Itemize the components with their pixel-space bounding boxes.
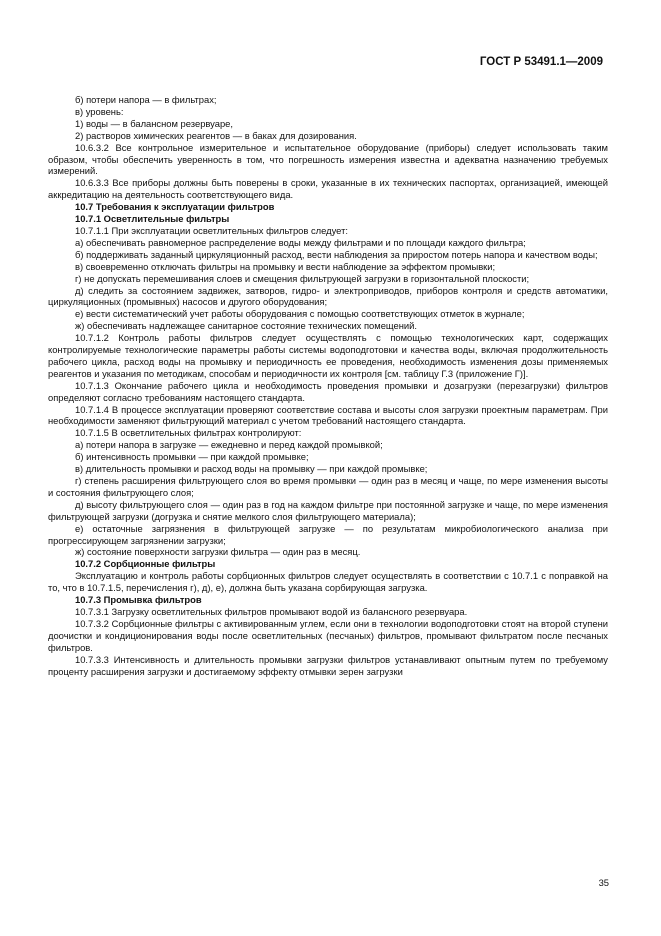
list-item: 1) воды — в балансном резервуаре, [75,117,234,129]
paragraph-10-7-1-2: 10.7.1.2 Контроль работы фильтров следует осуществлять с помощью технологических карт, содержащих контролируемые технологические параметры работы системы водоподготовки и качества воды, включая продолжительность рабочего цикла, расход воды на промывку и периодичность ее проведения, необходимость изменения дозы применяемых реагентов и указания по методикам, способам и периодичности их контроля [см. таблицу Г.3 (приложение Г)]. [48,332,608,379]
list-item: д) следить за состоянием задвижек, затворов, гидро- и электроприводов, приборов контроля и средств автоматики, циркуляционных (промывных) насосов и другого оборудования; [48,284,608,308]
list-item: б) интенсивность промывки — при каждой промывке; [75,451,309,463]
paragraph-10-6-3-2: 10.6.3.2 Все контрольное измерительное и испытательное оборудование (приборы) следует использовать таким образом, чтобы обеспечить уверенность в том, что погрешность измерения известна и адекватна назначению требуемых измерений. [48,141,608,177]
list-item: а) потери напора в загрузке — ежедневно и перед каждой промывкой; [75,439,383,451]
paragraph-10-7-1-4: 10.7.1.4 В процессе эксплуатации проверяют соответствие состава и высоты слоя загрузки проектным параметрам. При необходимости заменяют фильтрующий материал с учетом требований настоящего стандарта. [48,403,608,427]
paragraph-sorption-filters: Эксплуатацию и контроль работы сорбционных фильтров следует осуществлять в соответствии с 10.7.1 с поправкой на то, что в 10.7.1.5, перечисления г), д), е), должна быть указана сорбирующая загрузка. [48,570,608,594]
list-item: г) степень расширения фильтрующего слоя во время промывки — один раз в месяц и чаще, по мере изменения высоты и состояния фильтрующего слоя; [48,475,608,498]
paragraph-10-7-1-5: 10.7.1.5 В осветлительных фильтрах контролируют: [75,427,302,439]
paragraph-10-7-3-2: 10.7.3.2 Сорбционные фильтры с активированным углем, если они в технологии водоподготовки стоят на второй ступени доочистки и кондиционирования воды после осветлительных (песчаных) фильтров, промывают фильтратом после песчаных фильтров. [48,617,608,653]
list-item: е) остаточные загрязнения в фильтрующей загрузке — по результатам микробиологического анализа при прогрессирующем загрязнении загрузки; [48,522,608,546]
document-code-header: ГОСТ Р 53491.1—2009 [479,56,603,68]
list-item: в) длительность промывки и расход воды на промывку — при каждой промывке; [75,463,428,475]
subsection-heading-10-7-3: 10.7.3 Промывка фильтров [75,594,202,606]
paragraph-10-7-1-1: 10.7.1.1 При эксплуатации осветлительных фильтров следует: [75,224,348,236]
list-item: в) своевременно отключать фильтры на промывку и вести наблюдение за эффектом промывки; [75,260,496,272]
paragraph-10-7-1-3: 10.7.1.3 Окончание рабочего цикла и необходимость проведения промывки и дозагрузки (перезагрузки) фильтров определяют согласно требованиям настоящего стандарта. [48,379,608,403]
subsection-heading-10-7-2: 10.7.2 Сорбционные фильтры [75,558,216,570]
section-heading-10-7: 10.7 Требования к эксплуатации фильтров [75,201,275,213]
list-item: а) обеспечивать равномерное распределение воды между фильтрами и по площади каждого фильтра; [75,236,526,248]
paragraph-10-7-3-3: 10.7.3.3 Интенсивность и длительность промывки загрузки фильтров устанавливают опытным путем по требуемому проценту расширения загрузки и достигаемому эффекту отмывки зерен загрузки [48,653,608,677]
subsection-heading-10-7-1: 10.7.1 Осветлительные фильтры [75,213,230,225]
list-item: ж) обеспечивать надлежащее санитарное состояние технических помещений. [75,320,417,332]
page-number: 35 [598,877,609,888]
paragraph-10-6-3-3: 10.6.3.3 Все приборы должны быть поверены в сроки, указанные в их технических паспортах, организацией, имеющей аккредитацию на деятельность соответствующего вида. [48,177,608,201]
list-item: е) вести систематический учет работы оборудования с помощью соответствующих отметок в журнале; [75,308,525,320]
list-item: в) уровень: [75,105,124,117]
page-body [48,94,608,677]
list-item: г) не допускать перемешивания слоев и смещения фильтрующей загрузки в горизонтальной плоскости; [75,272,530,284]
paragraph-10-7-3-1: 10.7.3.1 Загрузку осветлительных фильтров промывают водой из балансного резервуара. [75,605,468,617]
list-item: б) потери напора — в фильтрах; [75,94,217,105]
list-item: ж) состояние поверхности загрузки фильтра — один раз в месяц. [75,546,361,558]
list-item: 2) растворов химических реагентов — в баках для дозирования. [75,129,357,141]
list-item: д) высоту фильтрующего слоя — один раз в год на каждом фильтре при постоянной загрузке и чаще, по мере изменения фильтрующей загрузки (догрузка и снятие мелкого слоя фильтрующего материала); [48,498,608,522]
list-item: б) поддерживать заданный циркуляционный расход, вести наблюдения за приростом потерь напора и качеством воды; [75,248,598,260]
